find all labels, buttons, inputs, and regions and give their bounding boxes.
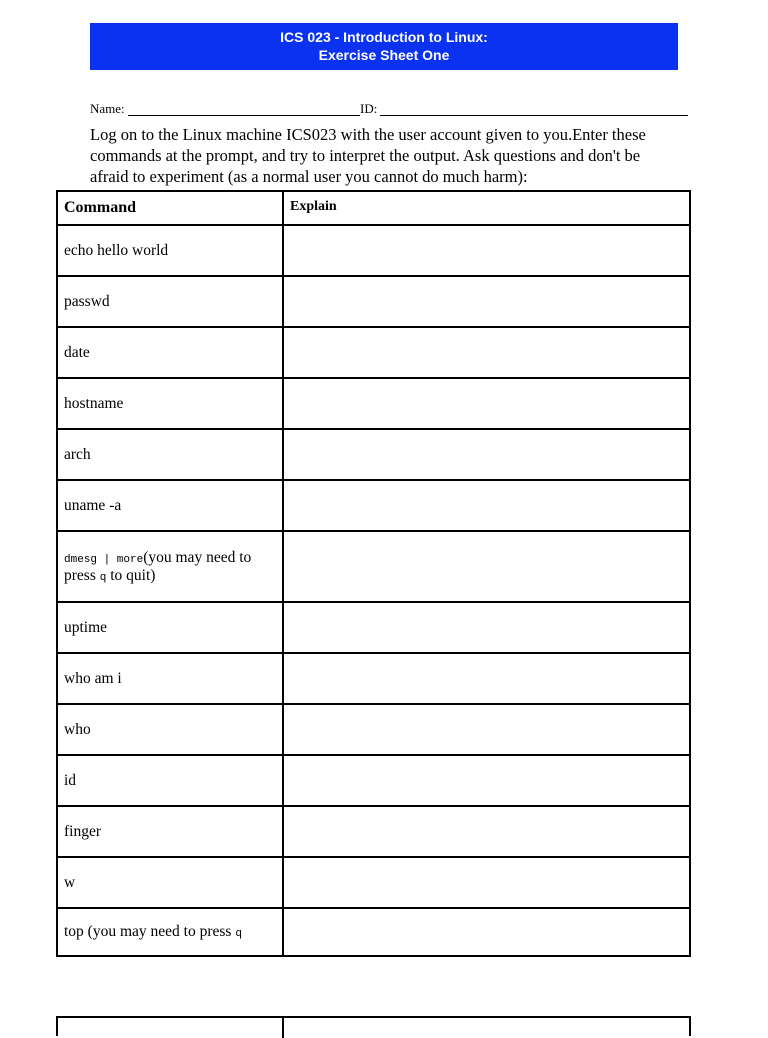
command-key: q [99, 571, 107, 584]
table-row [57, 480, 690, 531]
explain-cell[interactable] [283, 755, 690, 806]
table-row [57, 755, 690, 806]
explain-cell[interactable] [283, 908, 690, 956]
command-cell: uname -a [57, 480, 283, 531]
command-cell [57, 908, 283, 956]
explain-cell[interactable] [283, 480, 690, 531]
title-banner [90, 23, 678, 70]
name-label: Name: [90, 101, 125, 116]
command-cell: passwd [57, 276, 283, 327]
explain-cell[interactable] [283, 531, 690, 602]
table-row [57, 602, 690, 653]
table-row [57, 908, 690, 956]
command-cell [57, 531, 283, 602]
command-cell: uptime [57, 602, 283, 653]
explain-cell[interactable] [283, 378, 690, 429]
name-id-row [90, 101, 688, 117]
title-line-1: ICS 023 - Introduction to Linux: [280, 29, 488, 45]
explain-cell[interactable] [283, 327, 690, 378]
table-row [57, 429, 690, 480]
command-cell: id [57, 755, 283, 806]
table-row [57, 378, 690, 429]
command-cell: w [57, 857, 283, 908]
id-label: ID: [360, 101, 378, 116]
table-row [57, 806, 690, 857]
table-row [57, 653, 690, 704]
table-row [57, 531, 690, 602]
command-cell: date [57, 327, 283, 378]
command-text: top (you may need to press [64, 923, 236, 940]
explain-cell[interactable] [283, 429, 690, 480]
name-field[interactable] [128, 101, 360, 116]
command-cell: echo hello world [57, 225, 283, 276]
instructions-paragraph: Log on to the Linux machine ICS023 with the user account given to you.Enter these commands at the prompt, and try to interpret the output. Ask questions and don't be afraid to experiment (as a normal user you cannot do much harm): [90, 125, 646, 186]
table-row [57, 276, 690, 327]
table-row [57, 225, 690, 276]
command-key: q [235, 928, 242, 940]
command-table [56, 190, 691, 957]
explain-cell[interactable] [283, 704, 690, 755]
next-page-table-edge [56, 1016, 691, 1036]
table-header-row [57, 191, 690, 225]
explain-cell[interactable] [283, 653, 690, 704]
explain-cell[interactable] [283, 276, 690, 327]
column-divider [282, 1018, 284, 1038]
command-code: dmesg | more [64, 553, 144, 566]
command-cell: hostname [57, 378, 283, 429]
header-command: Command [57, 191, 283, 225]
command-cell: finger [57, 806, 283, 857]
table-row [57, 704, 690, 755]
table-row [57, 327, 690, 378]
command-cell: who [57, 704, 283, 755]
command-note-end: to quit) [106, 566, 156, 584]
explain-cell[interactable] [283, 602, 690, 653]
title-line-2: Exercise Sheet One [318, 47, 450, 63]
header-explain: Explain [283, 191, 690, 225]
id-field[interactable] [380, 101, 688, 116]
explain-cell[interactable] [283, 225, 690, 276]
command-cell: arch [57, 429, 283, 480]
command-cell: who am i [57, 653, 283, 704]
explain-cell[interactable] [283, 857, 690, 908]
table-row [57, 857, 690, 908]
command-note: (you may need to press [64, 548, 252, 584]
explain-cell[interactable] [283, 806, 690, 857]
